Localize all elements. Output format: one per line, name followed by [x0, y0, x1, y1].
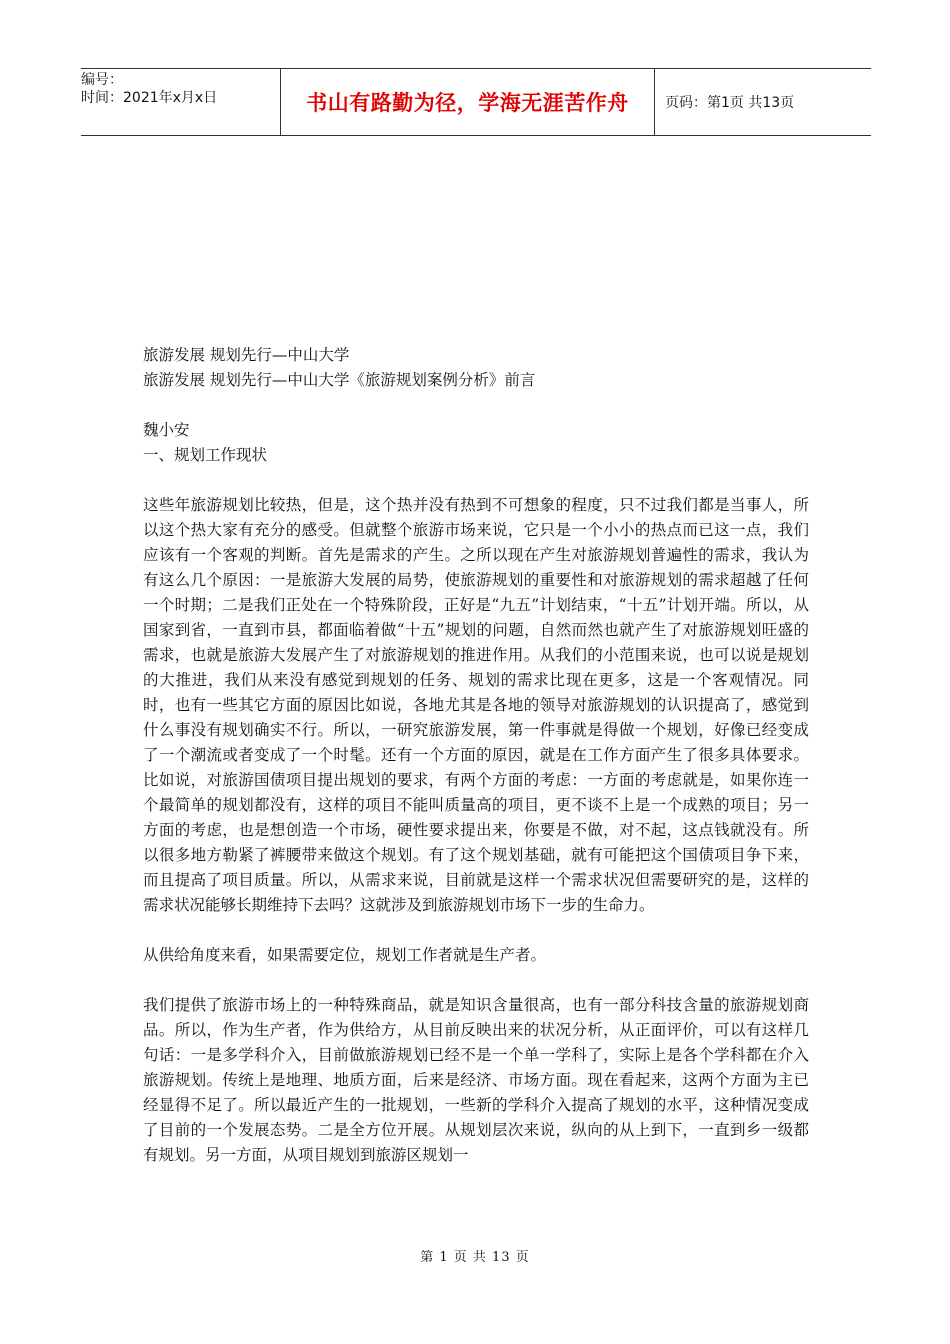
- paragraph-3: 我们提供了旅游市场上的一种特殊商品，就是知识含量很高，也有一部分科技含量的旅游规划商品。所以，作为生产者，作为供给方，从目前反映出来的状况分析，从正面评价，可以有这样几句话：一是多学科介入，目前做旅游规划已经不是一个单一学科了，实际上是各个学科都在介入旅游规划。传统上是地理、地质方面，后来是经济、市场方面。现在看起来，这两个方面为主已经显得不足了。所以最近产生的一批规划，一些新的学科介入提高了规划的水平，这种情况变成了目前的一个发展态势。二是全方位开展。从规划层次来说，纵向的从上到下，一直到乡一级都有规划。另一方面，从项目规划到旅游区规划一: [143, 996, 809, 1164]
- document-body: [143, 343, 809, 1168]
- paragraph-2: 从供给角度来看，如果需要定位，规划工作者就是生产者。: [143, 946, 547, 964]
- time-label: 时间：2021年x月x日: [81, 90, 218, 106]
- footer-page-number: 第 1 页 共 13 页: [420, 1250, 530, 1265]
- motto-text: 书山有路勤为径，学海无涯苦作舟: [306, 91, 629, 115]
- section-heading: 一、规划工作现状: [143, 446, 268, 464]
- number-label: 编号：: [81, 72, 123, 88]
- document-header: [81, 68, 871, 136]
- spacer: [143, 393, 809, 418]
- motto-cell: [281, 69, 655, 135]
- page-footer: [0, 1246, 950, 1265]
- paragraph-1: 这些年旅游规划比较热，但是，这个热并没有热到不可想象的程度，只不过我们都是当事人，所以这个热大家有充分的感受。但就整个旅游市场来说，它只是一个小小的热点而已这一点，我们应该有一个客观的判断。首先是需求的产生。之所以现在产生对旅游规划普遍性的需求，我认为有这么几个原因：一是旅游大发展的局势，使旅游规划的重要性和对旅游规划的需求超越了任何一个时期；二是我们正处在一个特殊阶段，正好是“九五”计划结束，“十五”计划开端。所以，从国家到省，一直到市县，都面临着做“十五”规划的问题，自然而然也就产生了对旅游规划旺盛的需求，也就是旅游大发展产生了对旅游规划的推进作用。从我们的小范围来说，也可以说是规划的大推进，我们从来没有感觉到规划的任务、规划的需求比现在更多，这是一个客观情况。同时，也有一些其它方面的原因比如说，各地尤其是各地的领导对旅游规划的认识提高了，感觉到什么事没有规划确实不行。所以，一研究旅游发展，第一件事就是得做一个规划，好像已经变成了一个潮流或者变成了一个时髦。还有一个方面的原因，就是在工作方面产生了很多具体要求。比如说，对旅游国债项目提出规划的要求，有两个方面的考虑：一方面的考虑就是，如果你连一个最简单的规划都没有，这样的项目不能叫质量高的项目，更不谈不上是一个成熟的项目；另一方面的考虑，也是想创造一个市场，硬性要求提出来，你要是不做，对不起，这点钱就没有。所以很多地方勒紧了裤腰带来做这个规划。有了这个规划基础，就有可能把这个国债项目争下来，而且提高了项目质量。所以，从需求来说，目前就是这样一个需求状况但需要研究的是，这样的需求状况能够长期维持下去吗？这就涉及到旅游规划市场下一步的生命力。: [143, 496, 809, 914]
- title-line-1: 旅游发展 规划先行—中山大学: [143, 346, 350, 364]
- page-info-cell: [655, 69, 871, 135]
- header-meta-cell: [81, 69, 281, 135]
- author-name: 魏小安: [143, 421, 190, 439]
- spacer: [143, 468, 809, 493]
- title-line-2: 旅游发展 规划先行—中山大学《旅游规划案例分析》前言: [143, 371, 536, 389]
- spacer: [143, 968, 809, 993]
- spacer: [143, 918, 809, 943]
- page-label: 页码：第1页 共13页: [665, 95, 795, 111]
